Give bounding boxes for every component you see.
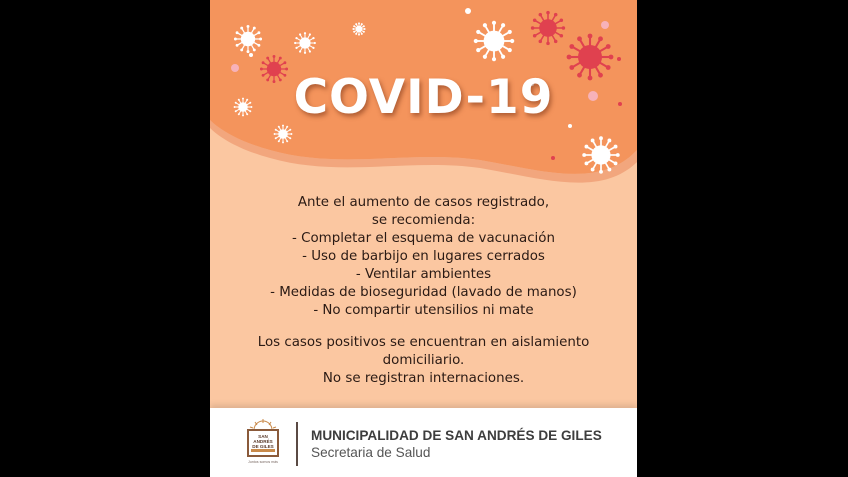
body-line: se recomienda: bbox=[371, 213, 476, 228]
org-name: MUNICIPALIDAD DE SAN ANDRÉS DE GILES bbox=[311, 428, 602, 443]
particle-dot bbox=[249, 53, 253, 57]
particle-dot bbox=[601, 21, 609, 29]
svg-text:ANDRÉS: ANDRÉS bbox=[253, 439, 273, 444]
particle-dot bbox=[551, 156, 555, 160]
sun-logo-icon bbox=[246, 418, 280, 468]
poster-body bbox=[210, 194, 637, 388]
closing-line: domiciliario. bbox=[382, 353, 465, 368]
org-subtitle: Secretaria de Salud bbox=[311, 445, 431, 460]
body-line: - Ventilar ambientes bbox=[355, 267, 492, 282]
particle-dot bbox=[617, 57, 621, 61]
body-line: - No compartir utensilios ni mate bbox=[313, 303, 534, 318]
footer-divider bbox=[296, 422, 298, 466]
body-line: Ante el aumento de casos registrado, bbox=[297, 195, 550, 210]
body-line: - Uso de barbijo en lugares cerrados bbox=[302, 249, 545, 264]
paragraph-gap bbox=[210, 320, 637, 334]
svg-text:Juntos somos más: Juntos somos más bbox=[248, 460, 278, 464]
footer bbox=[210, 408, 637, 477]
closing-line: Los casos positivos se encuentran en aislamiento bbox=[257, 335, 590, 350]
svg-text:SAN: SAN bbox=[258, 434, 268, 439]
poster-title: COVID-19 bbox=[293, 70, 554, 125]
svg-text:DE GILES: DE GILES bbox=[252, 444, 274, 449]
covid-poster bbox=[210, 0, 637, 477]
closing-line: No se registran internaciones. bbox=[322, 371, 525, 386]
particle-dot bbox=[465, 8, 471, 14]
body-line: - Medidas de bioseguridad (lavado de manos) bbox=[270, 285, 577, 300]
body-line: - Completar el esquema de vacunación bbox=[292, 231, 555, 246]
